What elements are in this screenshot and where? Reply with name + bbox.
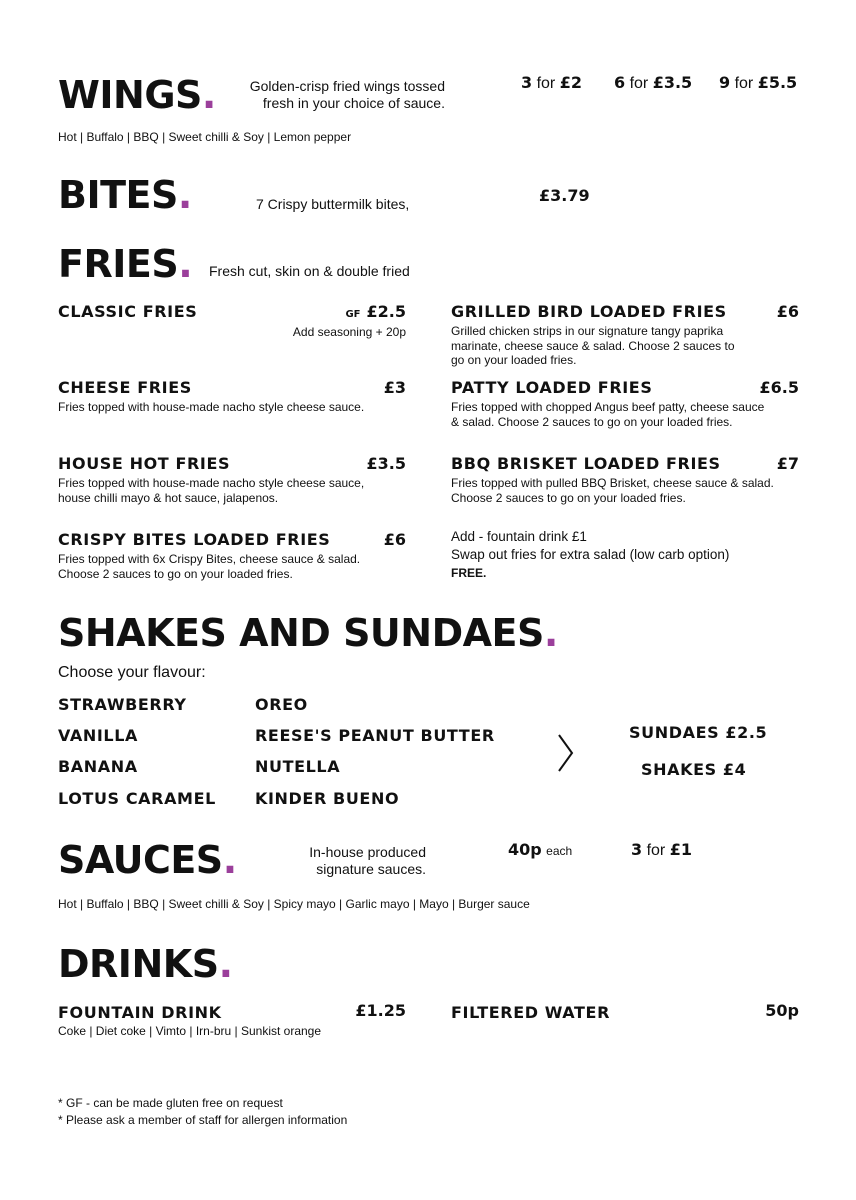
- menu-item-fountain-drink: [58, 1003, 406, 1039]
- item-description: Fries topped with pulled BBQ Brisket, cheese sauce & salad. Choose 2 sauces to go on your loaded fries.: [451, 476, 774, 505]
- flavour-kinder-bueno: KINDER BUENO: [255, 789, 400, 808]
- accent-dot: .: [543, 611, 558, 655]
- flavour-banana: BANANA: [58, 757, 138, 776]
- fries-heading: [58, 242, 193, 286]
- item-price: £6.5: [759, 378, 799, 397]
- footnote-allergen: * Please ask a member of staff for allergen information: [58, 1113, 348, 1127]
- footnotes: [58, 1095, 347, 1129]
- item-price: £7: [776, 454, 799, 473]
- fries-title: FRIES: [58, 242, 179, 286]
- sauce-list: Hot | Buffalo | BBQ | Sweet chilli & Soy | Spicy mayo | Garlic mayo | Mayo | Burger sauce: [58, 897, 530, 911]
- item-price: 50p: [765, 1001, 799, 1020]
- flavour-reeses: REESE'S PEANUT BUTTER: [255, 726, 495, 745]
- item-price: £6: [383, 530, 406, 549]
- flavour-strawberry: STRAWBERRY: [58, 695, 187, 714]
- flavour-nutella: NUTELLA: [255, 757, 341, 776]
- wings-sauce-list: Hot | Buffalo | BBQ | Sweet chilli & Soy | Lemon pepper: [58, 130, 352, 144]
- gf-badge: GF: [345, 309, 361, 320]
- item-name: FILTERED WATER: [451, 1003, 611, 1022]
- sauce-offer: 3 for £1: [631, 840, 692, 859]
- item-name: FOUNTAIN DRINK: [58, 1003, 222, 1022]
- item-name: CRISPY BITES LOADED FRIES: [58, 530, 331, 549]
- wings-offer-2: 6 for £3.5: [614, 73, 693, 92]
- flavour-vanilla: VANILLA: [58, 726, 138, 745]
- sauce-price: 40p each: [508, 840, 573, 859]
- addon-fountain-drink: Add - fountain drink £1: [451, 529, 587, 544]
- item-price: £3.5: [366, 454, 406, 473]
- sundaes-price: SUNDAES £2.5: [629, 723, 768, 742]
- item-name: CLASSIC FRIES: [58, 302, 198, 321]
- menu-item-bbq-brisket-loaded-fries: [451, 454, 799, 505]
- menu-item-house-hot-fries: [58, 454, 406, 505]
- item-description: Grilled chicken strips in our signature tangy paprika marinate, cheese sauce & salad. Choose 2 sauces to go on your loaded fries.: [451, 324, 735, 367]
- wings-title: WINGS: [58, 73, 202, 117]
- bites-title: BITES: [58, 173, 178, 217]
- item-price: £2.5: [366, 302, 406, 321]
- item-description: Fries topped with 6x Crispy Bites, cheese sauce & salad. Choose 2 sauces to go on your loaded fries.: [58, 552, 361, 581]
- menu-item-cheese-fries: [58, 378, 406, 415]
- item-description: Add seasoning + 20p: [292, 325, 406, 339]
- accent-dot: .: [201, 73, 216, 117]
- wings-description: Golden-crisp fried wings tossed fresh in your choice of sauce.: [249, 78, 445, 111]
- sauces-heading: [58, 838, 237, 882]
- shakes-heading: [58, 611, 558, 655]
- addon-free-label: FREE.: [451, 566, 487, 580]
- item-name: PATTY LOADED FRIES: [451, 378, 653, 397]
- bites-heading: [58, 173, 192, 217]
- accent-dot: .: [222, 838, 237, 882]
- item-price: £3: [383, 378, 406, 397]
- sauces-description: In-house produced signature sauces.: [309, 844, 426, 877]
- item-name: CHEESE FRIES: [58, 378, 192, 397]
- menu-item-grilled-bird-loaded-fries: [451, 302, 799, 368]
- flavour-oreo: OREO: [255, 695, 308, 714]
- menu-item-crispy-bites-loaded-fries: [58, 530, 406, 581]
- menu-item-filtered-water: [451, 1003, 799, 1023]
- choose-flavour-label: Choose your flavour:: [58, 664, 206, 681]
- wings-offer-1: 3 for £2: [521, 73, 582, 92]
- accent-dot: .: [218, 942, 233, 986]
- bites-description: 7 Crispy buttermilk bites,: [256, 196, 410, 212]
- item-name: BBQ BRISKET LOADED FRIES: [451, 454, 721, 473]
- wings-offer-3: 9 for £5.5: [719, 73, 798, 92]
- accent-dot: .: [177, 173, 192, 217]
- item-description: Fries topped with chopped Angus beef patty, cheese sauce & salad. Choose 2 sauces to go on your loaded fries.: [451, 400, 765, 429]
- shakes-price: SHAKES £4: [641, 760, 747, 779]
- fries-description: Fresh cut, skin on & double fried: [209, 263, 410, 279]
- chevron-right-icon: [556, 733, 576, 773]
- fountain-options: Coke | Diet coke | Vimto | Irn-bru | Sunkist orange: [58, 1024, 322, 1038]
- item-description: Fries topped with house-made nacho style cheese sauce, house chilli mayo & hot sauce, jalapenos.: [58, 476, 365, 505]
- wings-heading: [58, 73, 216, 117]
- item-price: £1.25: [355, 1001, 406, 1020]
- item-price: £6: [776, 302, 799, 321]
- sauces-title: SAUCES: [58, 838, 223, 882]
- fries-addons: [451, 528, 811, 582]
- flavour-lotus-caramel: LOTUS CARAMEL: [58, 789, 216, 808]
- drinks-heading: [58, 942, 233, 986]
- menu-item-classic-fries: [58, 302, 406, 340]
- item-name: GRILLED BIRD LOADED FRIES: [451, 302, 727, 321]
- item-name: HOUSE HOT FRIES: [58, 454, 231, 473]
- addon-swap-salad: Swap out fries for extra salad (low carb option): [451, 547, 730, 562]
- menu-item-patty-loaded-fries: [451, 378, 799, 429]
- footnote-gf: * GF - can be made gluten free on request: [58, 1096, 283, 1110]
- drinks-title: DRINKS: [58, 942, 219, 986]
- item-description: Fries topped with house-made nacho style cheese sauce.: [58, 400, 365, 414]
- shakes-title: SHAKES AND SUNDAES: [58, 611, 544, 655]
- bites-price: £3.79: [539, 186, 590, 205]
- accent-dot: .: [178, 242, 193, 286]
